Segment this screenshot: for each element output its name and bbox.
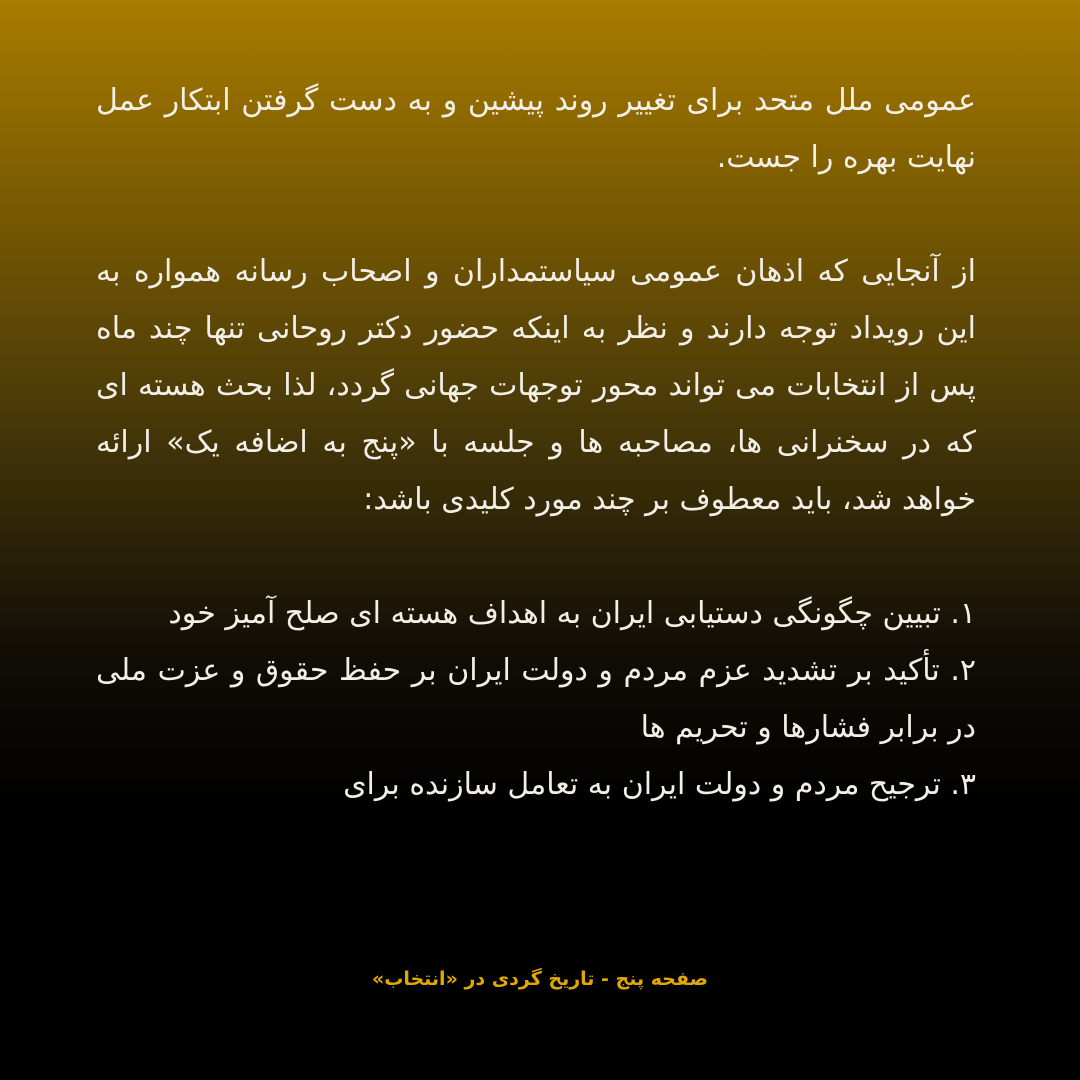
list-item-2: ۲. تأکید بر تشدید عزم مردم و دولت ایران بر حفظ حقوق و عزت ملی در برابر فشارها و تحریم ها [96, 653, 976, 745]
list-item-1: ۱. تبیین چگونگی دستیابی ایران به اهداف هسته ای صلح آمیز خود [168, 596, 976, 631]
page-footer: صفحه پنج - تاریخ گردی در «انتخاب» [371, 968, 709, 990]
list-item-3: ۳. ترجیح مردم و دولت ایران به تعامل سازنده برای [343, 767, 976, 802]
paragraph-main: از آنجایی که اذهان عمومی سیاستمداران و اصحاب رسانه همواره به این رویداد توجه دارند و نظر به اینکه حضور دکتر روحانی تنها چند ماه پس از انتخابات می تواند محور توجهات جهانی گردد، لذا بحث هسته ای که در سخنرانی ها، مصاحبه ها و جلسه با «پنج به اضافه یک» ارائه خواهد شد، باید معطوف بر چند مورد کلیدی باشد: [96, 254, 976, 517]
paragraph-intro: عمومی ملل متحد برای تغییر روند پیشین و به دست گرفتن ابتکار عمل نهایت بهره را جست. [96, 83, 976, 175]
paragraph-gap [96, 186, 976, 243]
paragraph-gap [96, 528, 976, 585]
article-body [96, 72, 976, 813]
